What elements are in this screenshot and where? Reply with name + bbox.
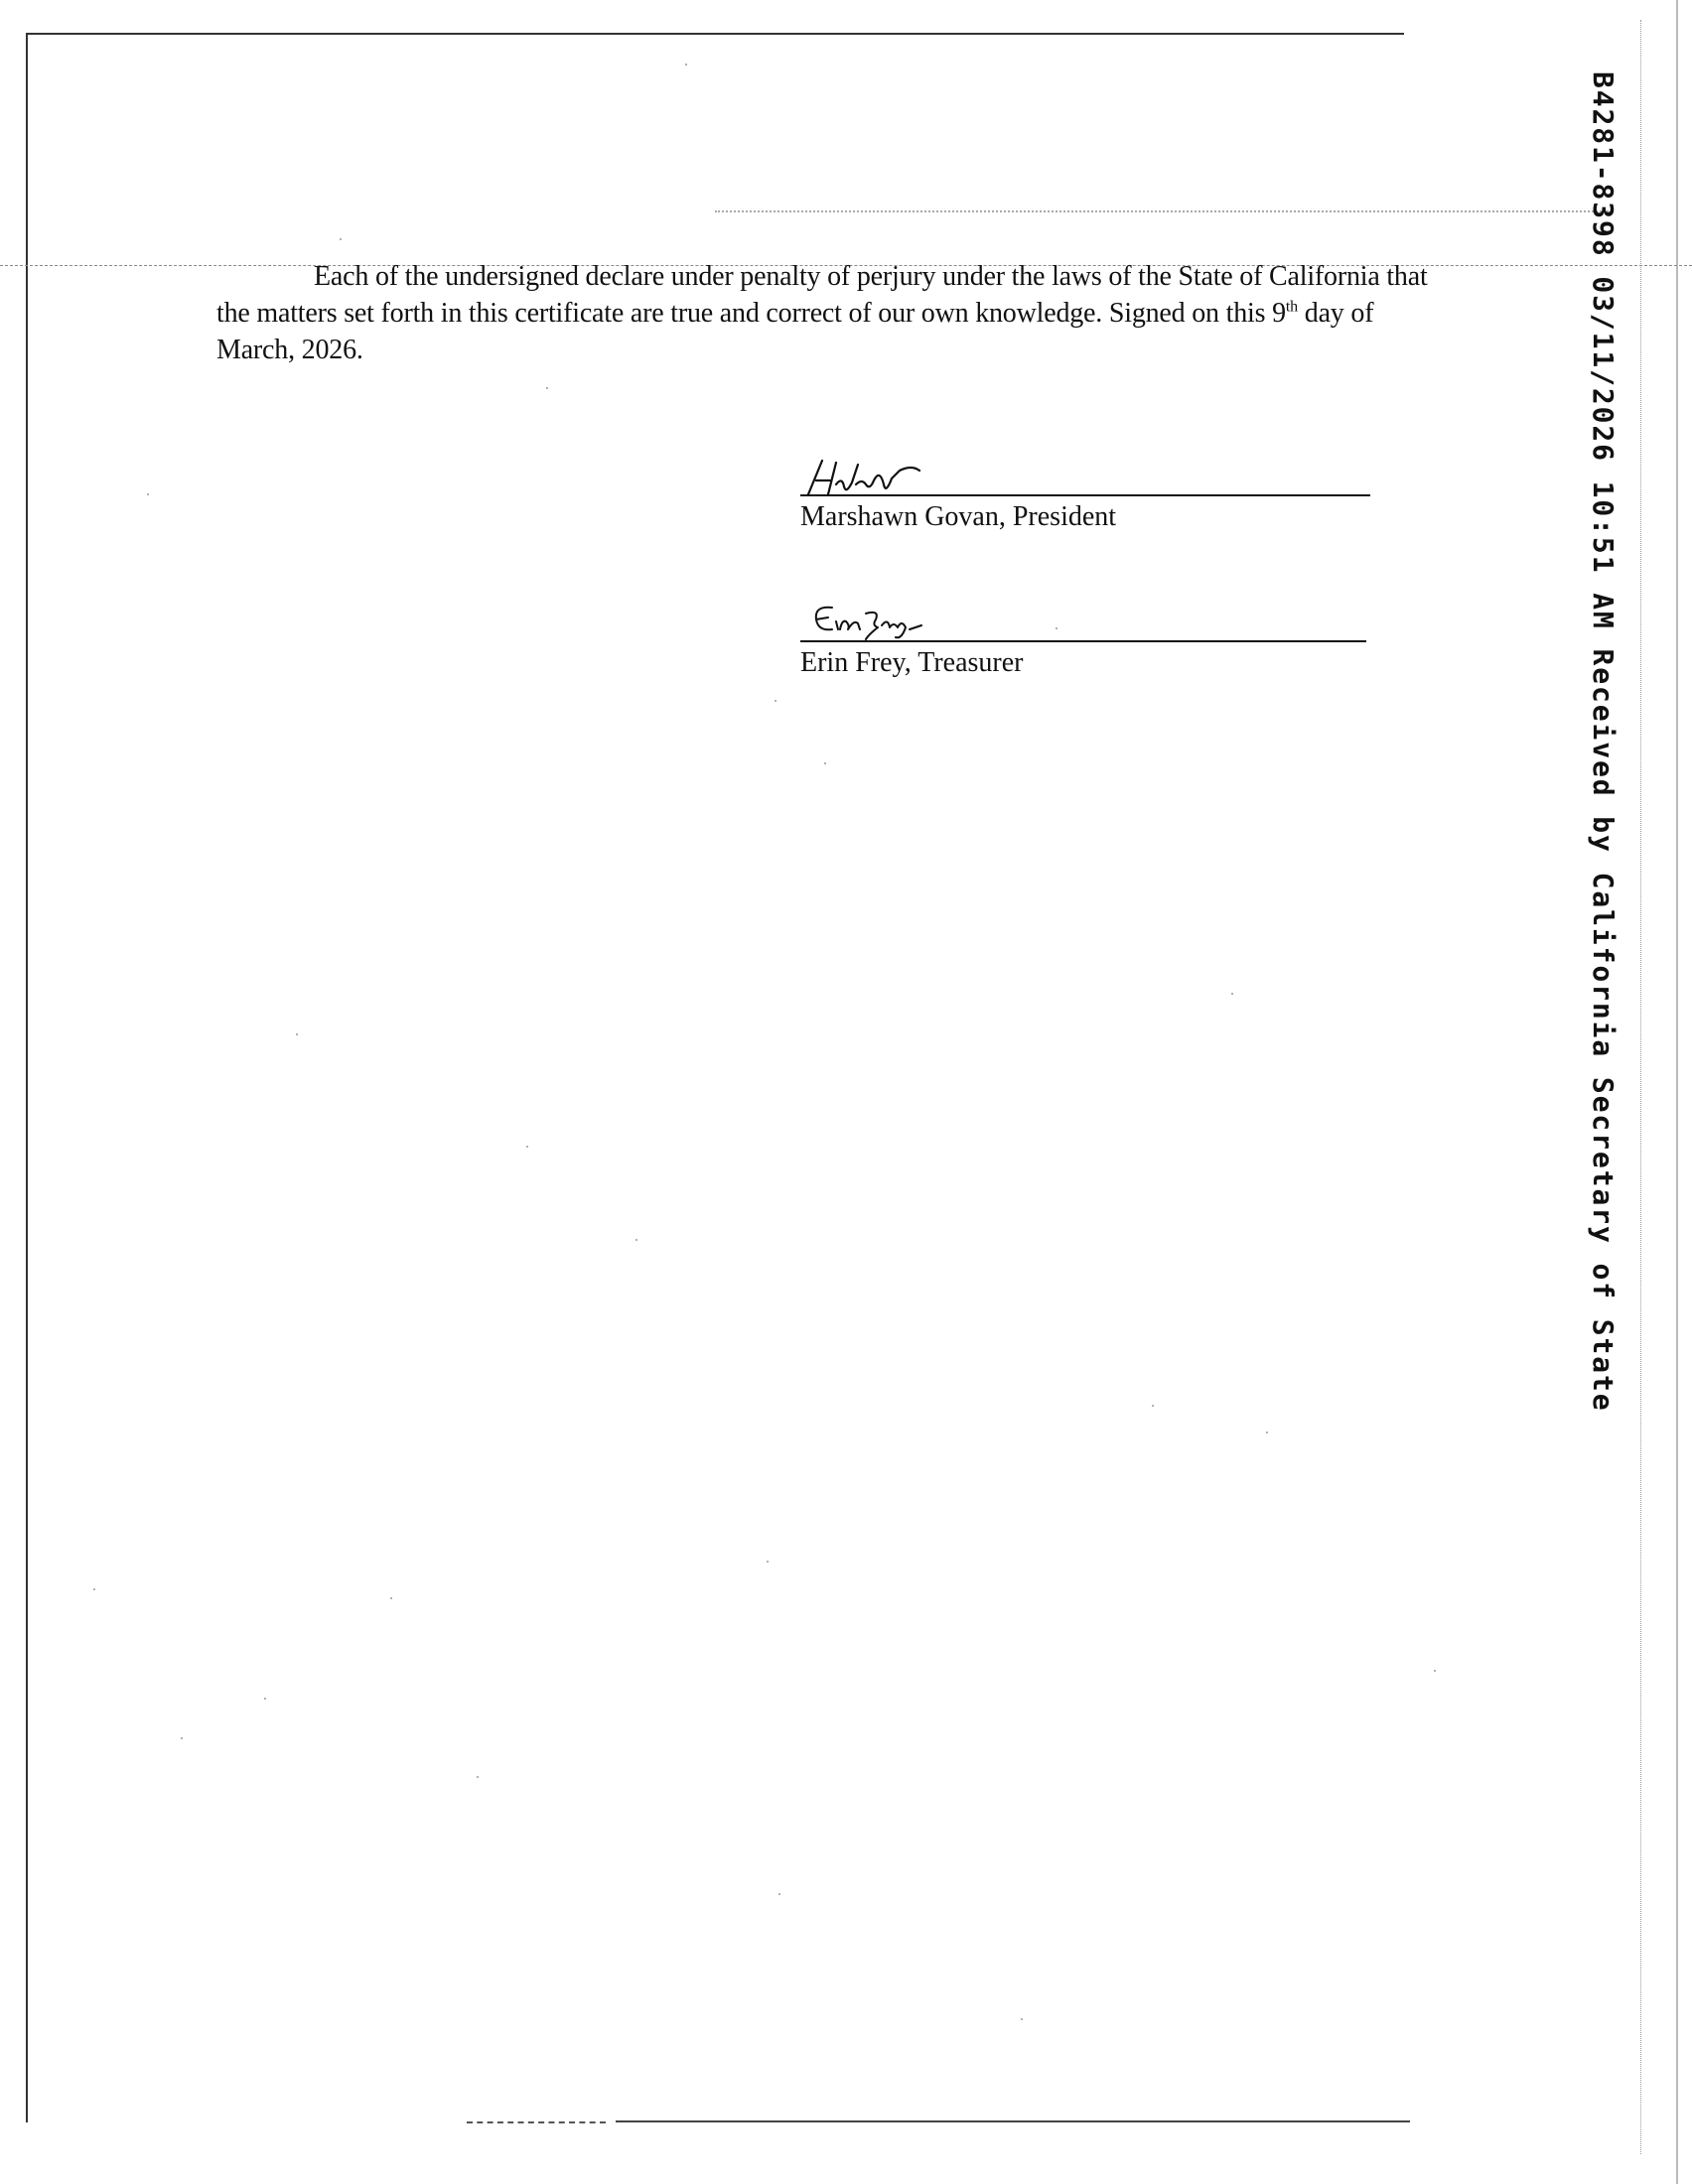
scan-speck — [635, 1239, 637, 1241]
signed-day: 9 — [1272, 298, 1286, 329]
page-border-bottom-dashed — [467, 2121, 606, 2123]
signer-name: Marshawn Govan, President — [800, 501, 1117, 532]
scan-speck — [685, 64, 687, 66]
scan-speck — [526, 1146, 528, 1148]
scan-speck — [824, 762, 826, 764]
signature-line — [800, 640, 1366, 642]
declaration-text: Each of the undersigned declare under penalty of perjury under the laws of the State of California that the matters set forth in this certificate are true and correct of our own knowledge. Signed on this — [216, 261, 1428, 329]
signer-name: Erin Frey, Treasurer — [800, 647, 1024, 678]
scan-speck — [390, 1597, 392, 1599]
receipt-stamp: B4281-8398 03/11/2026 10:51 AM Received by California Secretary of State — [1587, 71, 1620, 1413]
scan-speck — [477, 1776, 479, 1778]
signature-line — [800, 494, 1370, 496]
page-border-bottom — [616, 2120, 1410, 2122]
scan-speck — [1152, 1405, 1154, 1407]
scan-speck — [1021, 2018, 1023, 2020]
scan-speck — [778, 1893, 780, 1895]
scan-speck — [1231, 993, 1233, 995]
page-border-left — [26, 33, 28, 2122]
scan-speck — [1434, 1670, 1436, 1672]
scan-speck — [147, 493, 149, 495]
signature-block-treasurer — [800, 640, 1366, 680]
scan-speck — [546, 387, 548, 389]
scan-speck — [775, 700, 776, 702]
scan-speck — [181, 1737, 183, 1739]
scan-speck — [340, 238, 342, 240]
scan-speck — [296, 1033, 298, 1035]
scan-edge-dots — [1640, 20, 1641, 2154]
scan-speck — [1266, 1432, 1268, 1433]
declaration-paragraph — [216, 258, 1448, 368]
signed-day-suffix: th — [1285, 298, 1298, 316]
scan-speck — [93, 1588, 95, 1590]
signature-block-president — [800, 494, 1370, 534]
scan-speck — [767, 1561, 769, 1563]
signature-treasurer — [806, 600, 965, 641]
scan-speck — [1056, 627, 1058, 629]
signed-date-rest: day of March, 2026. — [216, 298, 1374, 365]
scan-speck — [264, 1698, 266, 1700]
page-right-edge — [1676, 0, 1678, 2184]
scan-dot-row — [715, 210, 1609, 212]
signature-president — [800, 455, 949, 498]
page-border-top — [26, 33, 1404, 35]
